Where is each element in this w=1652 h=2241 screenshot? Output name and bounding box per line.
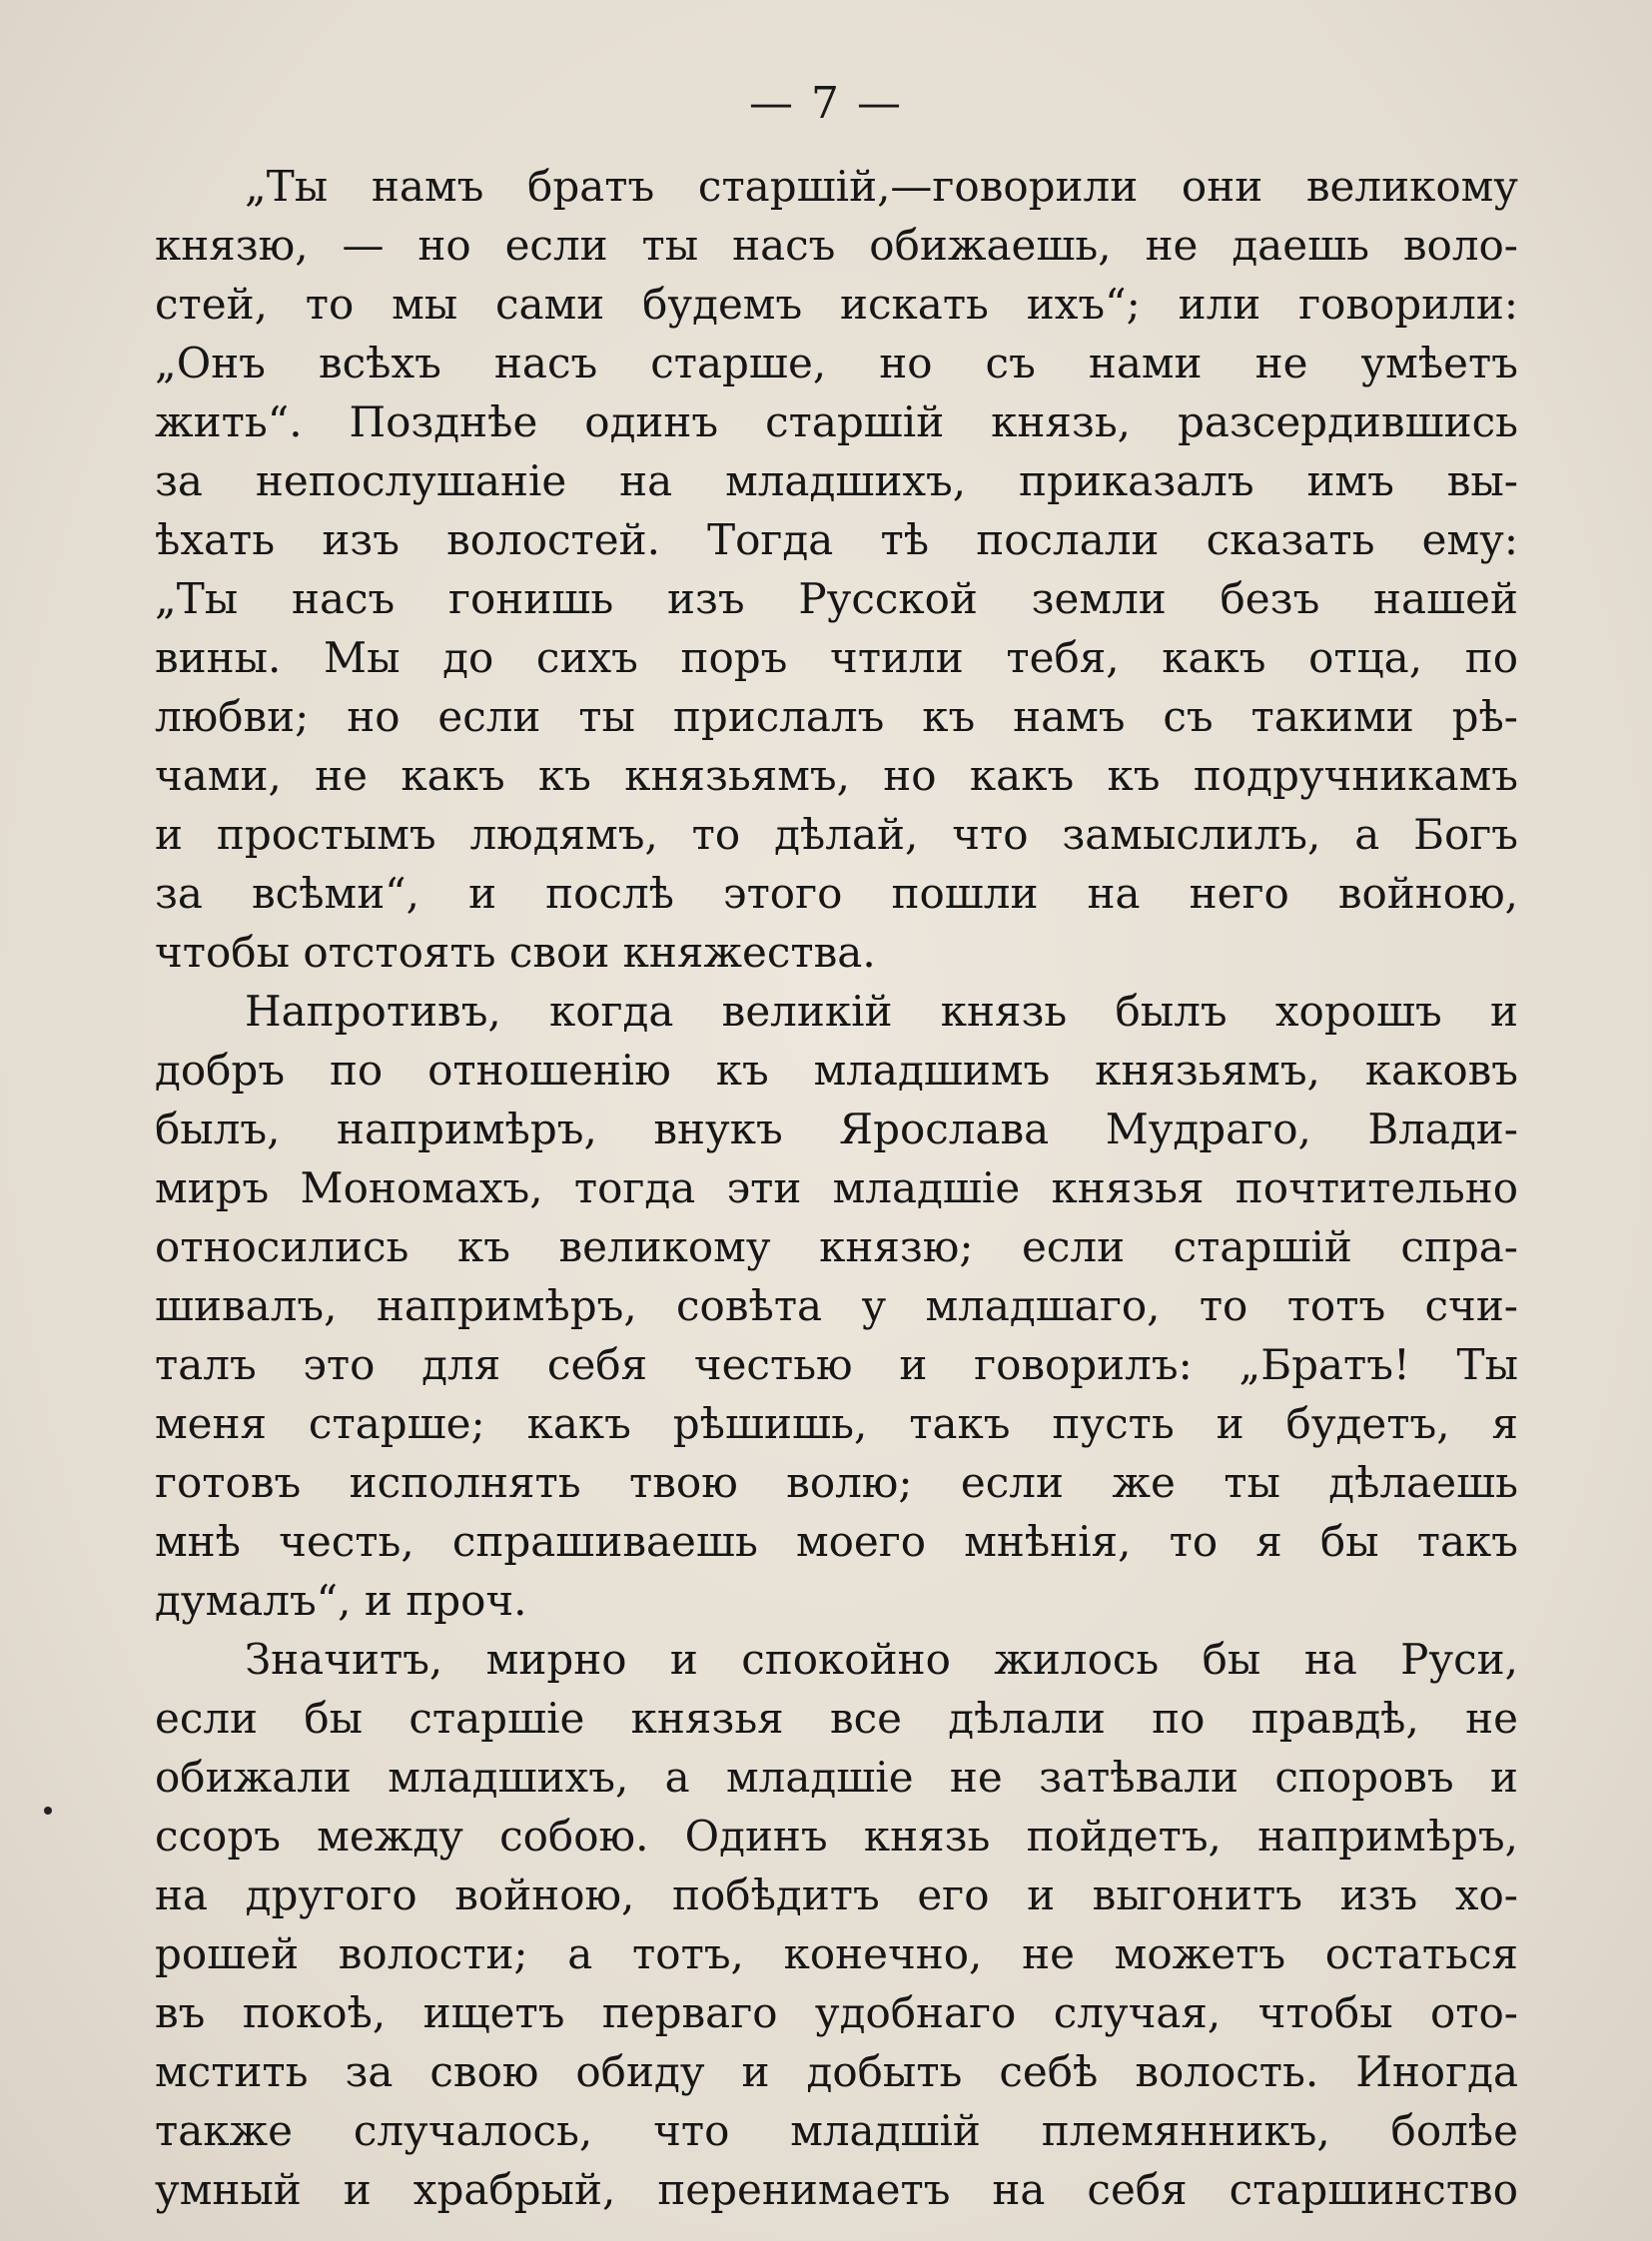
text-line: на другого войною, побѣдитъ его и выгонитъ изъ хо- xyxy=(155,1870,1518,1919)
text-line: и простымъ людямъ, то дѣлай, что замыслилъ, а Богъ xyxy=(155,810,1518,859)
text-line: ссоръ между собою. Одинъ князь пойдетъ, напримѣръ, xyxy=(155,1812,1518,1861)
text-line: меня старше; какъ рѣшишь, такъ пусть и будетъ, я xyxy=(155,1399,1518,1448)
text-line: относились къ великому князю; если старшій спра- xyxy=(155,1222,1518,1271)
text-line: чтобы отстоять свои княжества. xyxy=(155,928,876,977)
text-line: „Ты насъ гонишь изъ Русской земли безъ нашей xyxy=(155,574,1518,623)
text-line: миръ Мономахъ, тогда эти младшіе князья почтительно xyxy=(155,1163,1518,1212)
text-line: мнѣ честь, спрашиваешь моего мнѣнія, то я бы такъ xyxy=(155,1517,1518,1566)
text-line: жить“. Позднѣе одинъ старшій князь, разсердившись xyxy=(155,397,1518,446)
text-line: въ покоѣ, ищетъ перваго удобнаго случая, чтобы ото- xyxy=(155,1988,1518,2037)
text-line: умный и храбрый, перенимаетъ на себя старшинство xyxy=(155,2165,1518,2214)
body-text xyxy=(155,157,1518,2219)
text-line: шивалъ, напримѣръ, совѣта у младшаго, то тотъ счи- xyxy=(155,1281,1518,1330)
text-line: если бы старшіе князья все дѣлали по правдѣ, не xyxy=(155,1694,1518,1743)
text-line: готовъ исполнять твою волю; если же ты дѣлаешь xyxy=(155,1458,1518,1507)
text-line: обижали младшихъ, а младшіе не затѣвали споровъ и xyxy=(155,1753,1518,1802)
page-number: — 7 — xyxy=(749,78,903,129)
text-line: за всѣми“, и послѣ этого пошли на него войною, xyxy=(155,869,1518,918)
text-line: ѣхать изъ волостей. Тогда тѣ послали сказать ему: xyxy=(155,515,1518,564)
text-line: вины. Мы до сихъ поръ чтили тебя, какъ отца, по xyxy=(155,633,1518,682)
text-line: стей, то мы сами будемъ искать ихъ“; или говорили: xyxy=(155,280,1518,329)
text-line: чами, не какъ къ князьямъ, но какъ къ подручникамъ xyxy=(155,751,1518,800)
text-line: „Онъ всѣхъ насъ старше, но съ нами не умѣетъ xyxy=(155,339,1518,387)
text-line: Значитъ, мирно и спокойно жилось бы на Руси, xyxy=(245,1635,1518,1684)
print-speck xyxy=(44,1807,52,1815)
text-line: „Ты намъ братъ старшій,—говорили они великому xyxy=(245,162,1518,211)
text-line: за непослушаніе на младшихъ, приказалъ имъ вы- xyxy=(155,456,1518,505)
text-line: также случалось, что младшій племянникъ, болѣе xyxy=(155,2106,1518,2155)
text-line: думалъ“, и проч. xyxy=(155,1576,527,1625)
text-line: былъ, напримѣръ, внукъ Ярослава Мудраго, Влади- xyxy=(155,1105,1518,1153)
text-line: мстить за свою обиду и добыть себѣ волость. Иногда xyxy=(155,2047,1518,2096)
text-line: добръ по отношенію къ младшимъ князьямъ, каковъ xyxy=(155,1046,1518,1095)
text-line: князю, — но если ты насъ обижаешь, не даешь воло- xyxy=(155,221,1518,270)
text-line: любви; но если ты прислалъ къ намъ съ такими рѣ- xyxy=(155,692,1518,741)
text-line: Напротивъ, когда великій князь былъ хорошъ и xyxy=(245,987,1518,1036)
text-line: рошей волости; а тотъ, конечно, не можетъ остаться xyxy=(155,1929,1518,1978)
text-line: талъ это для себя честью и говорилъ: „Братъ! Ты xyxy=(155,1340,1518,1389)
